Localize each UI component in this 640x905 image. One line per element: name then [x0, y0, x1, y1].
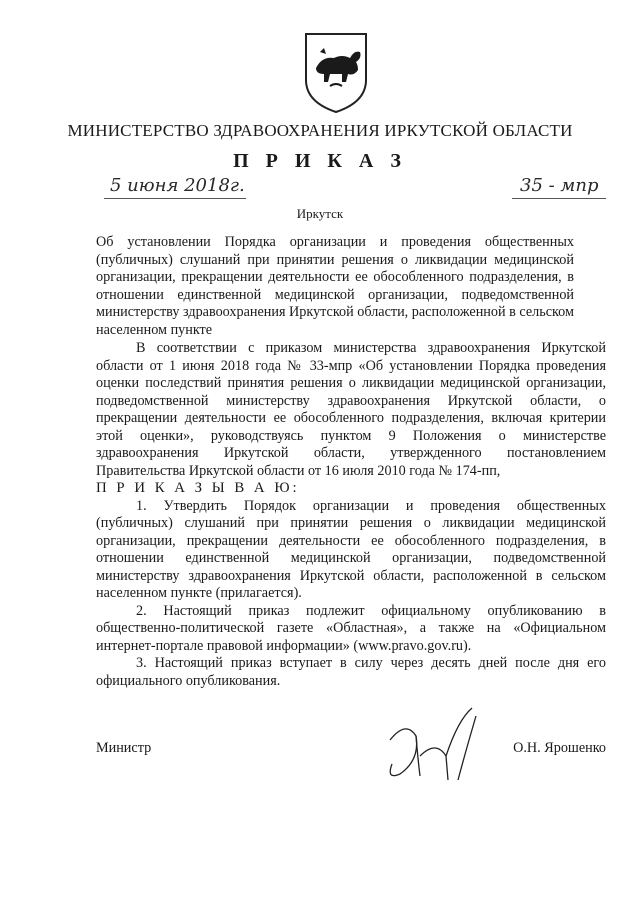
ministry-heading: МИНИСТЕРСТВО ЗДРАВООХРАНЕНИЯ ИРКУТСКОЙ ОБЛАСТИ	[67, 121, 573, 140]
order-subject: Об установлении Порядка организации и проведения общественных (публичных) слушаний при принятии решения о ликвидации медицинской организации, прекращении деятельности ее обособленного подразделения, в отношении единственной медицинской организации, подведомственной министерству здравоохранения Иркутской области, расположенной в сельском населенном пункте	[96, 234, 574, 338]
order-number: 35 - мпр	[520, 175, 599, 196]
order-item-2: 2. Настоящий приказ подлежит официальному опубликованию в общественно-политической газете «Областная», а также на «Официальном интернет-портале правовой информации» (www.pravo.gov.ru).	[96, 602, 606, 654]
coat-of-arms-icon	[300, 28, 372, 116]
preamble-paragraph: В соответствии с приказом министерства здравоохранения Иркутской области от 1 июня 2018 года № 33-мпр «Об установлении Порядка проведения оценки последствий принятия решения о ликвидации медицинской организации, подведомственной министерству здравоохранения Иркутской области, о прекращении деятельности ее обособленного подразделения, включая критерии этой оценки», руководствуясь пунктом 9 Положения о министерстве здравоохранения Иркутской области, утвержденного постановлением Правительства Иркутской области от 16 июля 2010 года № 174-пп,	[96, 340, 606, 479]
number-underline	[512, 198, 606, 199]
signer-name: О.Н. Ярошенко	[513, 740, 606, 756]
signer-title: Министр	[96, 740, 152, 756]
order-item-3: 3. Настоящий приказ вступает в силу через десять дней после дня его официального опубликования.	[96, 655, 606, 689]
decree-word: П Р И К А З Ы В А Ю:	[96, 480, 300, 496]
date-underline	[104, 198, 246, 199]
handwritten-signature	[376, 700, 496, 790]
order-date: 5 июня 2018г.	[110, 175, 245, 196]
order-title: П Р И К А З	[233, 150, 407, 172]
order-item-1: 1. Утвердить Порядок организации и проведения общественных (публичных) слушаний при принятии решения о ликвидации медицинской организации, прекращении деятельности ее обособленного подразделения, в отношении единственной медицинской организации, подведомственной министерству здравоохранения Иркутской области, расположенной в сельском населенном пункте (прилагается).	[96, 497, 606, 601]
city-label: Иркутск	[296, 206, 344, 221]
order-body	[96, 340, 606, 690]
